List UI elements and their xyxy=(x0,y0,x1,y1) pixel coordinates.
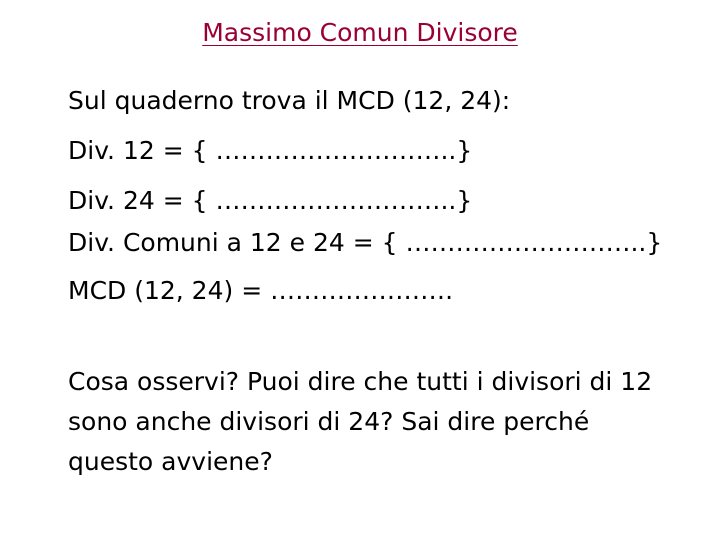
question-paragraph xyxy=(68,362,688,482)
page-title: Massimo Comun Divisore xyxy=(202,18,518,47)
question-line-1: Cosa osservi? Puoi dire che tutti i divisori di 12 xyxy=(68,367,653,396)
exercise-intro: Sul quaderno trova il MCD (12, 24): xyxy=(68,86,511,115)
mcd-line: MCD (12, 24) = …………………. xyxy=(68,276,454,305)
common-divisors-line: Div. Comuni a 12 e 24 = { ………………………..} xyxy=(68,228,663,257)
question-line-2: sono anche divisori di 24? Sai dire perché xyxy=(68,407,590,436)
question-line-3: questo avviene? xyxy=(68,447,273,476)
divisors-12-line: Div. 12 = { ………………………..} xyxy=(68,136,473,165)
divisors-24-line: Div. 24 = { ………………………..} xyxy=(68,186,473,215)
